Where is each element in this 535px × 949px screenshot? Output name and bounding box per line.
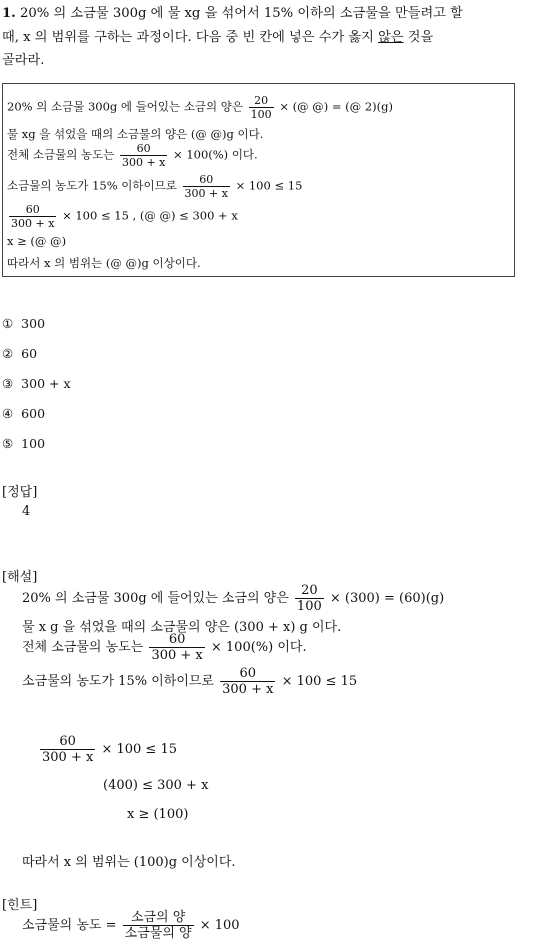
underlined-word: 않은 <box>378 30 404 45</box>
frac-den: 300 + x <box>11 217 55 230</box>
explanation-line-1-pre: 20% 의 소금물 300g 에 들어있는 소금의 양은 <box>22 591 289 606</box>
explanation-label: [해설] <box>2 570 38 585</box>
box-line-1-pre: 20% 의 소금물 300g 에 들어있는 소금의 양은 <box>7 99 243 114</box>
frac-num: 20 <box>254 94 269 107</box>
option-5[interactable] <box>2 436 45 451</box>
option-1[interactable] <box>2 316 45 331</box>
option-text: 100 <box>21 436 46 451</box>
option-mark: ② <box>2 346 14 361</box>
explanation-line-1-post: × (300) = (60)(g) <box>329 591 445 606</box>
option-mark: ④ <box>2 406 14 421</box>
explanation-line-4-post: × 100 ≤ 15 <box>281 674 358 689</box>
answer-value: 4 <box>22 504 31 519</box>
option-text: 300 <box>21 316 46 331</box>
option-text: 60 <box>21 346 38 361</box>
frac-den: 300 + x <box>121 156 166 169</box>
explanation-line-4 <box>22 666 357 697</box>
frac-den: 300 + x <box>151 648 203 663</box>
option-mark: ① <box>2 316 14 331</box>
hint-formula <box>22 910 240 941</box>
explanation-line-2: 물 x g 을 섞었을 때의 소금물의 양은 (300 + x) g 이다. <box>22 620 342 635</box>
option-4[interactable] <box>2 406 45 421</box>
box-line-5 <box>7 203 238 230</box>
frac-num: 60 <box>59 734 76 749</box>
box-line-3-post: × 100(%) 이다. <box>173 147 258 162</box>
box-line-3 <box>7 142 258 169</box>
explanation-line-1 <box>22 583 444 614</box>
frac-num: 60 <box>25 203 40 216</box>
fraction <box>220 666 275 697</box>
option-3[interactable] <box>2 376 71 391</box>
explanation-line-3 <box>22 632 307 663</box>
option-text: 300 + x <box>21 376 71 391</box>
hint-pre: 소금물의 농도 = <box>22 918 117 933</box>
frac-num: 60 <box>239 666 257 681</box>
box-line-5-post: × 100 ≤ 15 , (@ @) ≤ 300 + x <box>62 208 238 223</box>
frac-den: 300 + x <box>184 187 228 200</box>
fraction <box>120 142 167 169</box>
box-line-4-post: × 100 ≤ 15 <box>235 178 303 193</box>
frac-num: 60 <box>136 142 151 155</box>
frac-den: 100 <box>250 108 272 121</box>
box-line-7: 따라서 x 의 범위는 (@ @)g 이상이다. <box>7 256 201 270</box>
math-step-1-post: × 100 ≤ 15 <box>101 742 177 757</box>
box-line-6: x ≥ (@ @) <box>7 234 67 248</box>
frac-num: 소금의 양 <box>130 910 186 925</box>
math-step-1 <box>38 734 177 765</box>
box-line-3-pre: 전체 소금물의 농도는 <box>7 147 115 162</box>
box-line-4-pre: 소금물의 농도가 15% 이하이므로 <box>7 178 177 193</box>
explanation-line-4-pre: 소금물의 농도가 15% 이하이므로 <box>22 674 214 689</box>
process-box <box>2 83 515 277</box>
fraction <box>295 583 324 614</box>
question-text-2-end: 것을 <box>403 30 434 45</box>
answer-label: [정답] <box>2 485 38 500</box>
explanation-conclusion: 따라서 x 의 범위는 (100)g 이상이다. <box>22 855 236 870</box>
fraction <box>123 910 194 941</box>
explanation-line-3-post: × 100(%) 이다. <box>210 640 307 655</box>
box-line-2: 물 xg 을 섞었을 때의 소금물의 양은 (@ @)g 이다. <box>7 127 264 141</box>
fraction <box>149 632 204 663</box>
question-number: 1. <box>2 6 16 21</box>
frac-den: 100 <box>296 599 322 614</box>
question-text-1: 20% 의 소금물 300g 에 물 xg 을 섞어서 15% 이하의 소금물을 만들려고 할 <box>19 6 463 21</box>
option-mark: ⑤ <box>2 436 14 451</box>
fraction <box>183 173 230 200</box>
question-line-3: 골라라. <box>2 53 45 68</box>
option-2[interactable] <box>2 346 37 361</box>
box-line-4 <box>7 173 302 200</box>
frac-num: 60 <box>199 173 214 186</box>
fraction <box>40 734 95 765</box>
option-text: 600 <box>21 406 46 421</box>
explanation-line-3-pre: 전체 소금물의 농도는 <box>22 640 144 655</box>
frac-num: 60 <box>168 632 186 647</box>
math-step-3: x ≥ (100) <box>127 807 189 822</box>
fraction <box>9 203 56 230</box>
question-line-2 <box>2 26 433 45</box>
fraction <box>249 94 274 121</box>
frac-den: 300 + x <box>42 750 94 765</box>
hint-label: [힌트] <box>2 898 38 913</box>
frac-den: 300 + x <box>222 682 274 697</box>
box-line-1 <box>7 94 393 121</box>
question-text-2: 때, x 의 범위를 구하는 과정이다. 다음 중 빈 칸에 넣은 수가 옳지 <box>2 30 379 45</box>
math-step-2: (400) ≤ 300 + x <box>103 778 209 793</box>
box-line-1-post: × (@ @) = (@ 2)(g) <box>279 99 393 114</box>
frac-num: 20 <box>301 583 318 598</box>
frac-den: 소금물의 양 <box>124 926 192 941</box>
hint-post: × 100 <box>199 918 240 933</box>
option-mark: ③ <box>2 376 14 391</box>
question-line-1 <box>2 2 463 21</box>
